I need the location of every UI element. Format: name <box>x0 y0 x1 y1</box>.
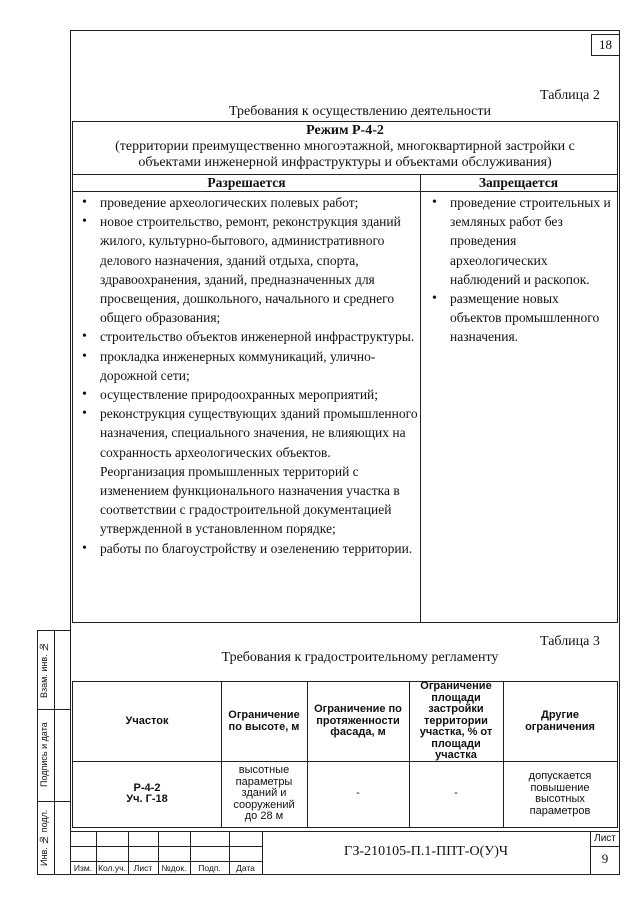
regime-title: Режим Р-4-2 <box>306 123 384 138</box>
site-name: Уч. Г-18 <box>126 793 168 805</box>
regime-header <box>73 122 617 175</box>
list-item: • проведение археологических полевых работ; <box>73 193 418 212</box>
title-block <box>70 831 620 875</box>
regime-desc-line2: объектами инженерной инфраструктуры и объектами обслуживания) <box>138 155 552 170</box>
table2 <box>72 121 618 623</box>
list-item: • осуществление природоохранных мероприятий; <box>73 385 418 404</box>
column-divider <box>420 175 421 623</box>
stamp-col-label: Лист <box>133 863 153 873</box>
signature-date-label: Подпись и дата <box>39 722 49 788</box>
side-stamp-separator <box>38 709 70 710</box>
table2-column-headers <box>73 175 617 192</box>
side-stamp-separator <box>38 801 70 802</box>
header-site: Участок <box>125 714 169 727</box>
side-stamp <box>37 630 71 875</box>
page-number: 18 <box>591 34 620 56</box>
cell-height: высотные параметры зданий и сооружений до 28 м <box>233 764 295 823</box>
table2-caption: Таблица 2 <box>540 88 600 103</box>
table3 <box>72 681 618 828</box>
document-code: ГЗ-210105-П.1-ППТ-О(У)Ч <box>344 844 508 859</box>
sheet-label: Лист <box>594 833 616 844</box>
list-item: • работы по благоустройству и озеленению территории. <box>73 539 418 558</box>
header-height: Ограничение по высоте, м <box>228 709 300 733</box>
table3-caption: Таблица 3 <box>540 634 600 649</box>
cell-facade: - <box>356 787 360 800</box>
list-item: • прокладка инженерных коммуникаций, улично-дорожной сети; <box>73 347 418 385</box>
header-other: Другие ограничения <box>525 709 595 733</box>
table3-title: Требования к градостроительному регламенту <box>221 650 499 665</box>
cell-site <box>73 761 221 827</box>
forbidden-list <box>423 193 613 347</box>
stamp-col-label: Подп. <box>198 863 221 873</box>
list-item: • размещение новых объектов промышленного назначения. <box>423 289 613 347</box>
forbidden-header: Запрещается <box>478 175 559 190</box>
stamp-col-label: Изм. <box>73 863 93 873</box>
allowed-header: Разрешается <box>207 175 286 190</box>
stamp-row-line <box>70 846 262 847</box>
stamp-col-label: Кол.уч. <box>98 863 126 873</box>
sheet-number: 9 <box>601 851 609 866</box>
stamp-col-label: №док. <box>161 863 187 873</box>
cell-other: допускается повышение высотных параметров <box>528 770 592 817</box>
stamp-row-line <box>590 846 620 847</box>
cell-area: - <box>454 787 458 800</box>
site-code: Р-4-2 <box>133 781 161 794</box>
side-stamp-divider <box>54 631 55 874</box>
stamp-row-line <box>70 861 262 862</box>
replaced-inventory-label: Взам. инв. № <box>39 641 49 699</box>
stamp-col-label: Дата <box>236 863 255 873</box>
list-item: • проведение строительных и земляных работ без проведения археологических наблюдений и раскопок. <box>423 193 613 289</box>
list-item: • новое строительство, ремонт, реконструкция зданий жилого, культурно-бытового, административного делового назначения, зданий отдыха, спорта, здравоохранения, зданий, предназначенных для просвещения, дошкольного, начального и среднего общего образования; <box>73 212 418 327</box>
table2-title: Требования к осуществлению деятельности <box>229 104 491 119</box>
original-inventory-label: Инв. № подл. <box>39 809 49 867</box>
header-facade: Ограничение по протяженности фасада, м <box>314 703 402 739</box>
list-item: • строительство объектов инженерной инфраструктуры. <box>73 327 418 346</box>
regime-desc-line1: (территории преимущественно многоэтажной, многоквартирной застройки с <box>115 139 575 154</box>
list-item: • реконструкция существующих зданий промышленного назначения, специального значения, не влияющих на сохранность археологических объектов. Реорганизация промышленных территорий с изменением функционального назначения участка в соответствии с градостроительной документацией утвержденной в установленном порядке; <box>73 404 418 538</box>
allowed-list <box>73 193 418 558</box>
header-area: Ограничение площади застройки территории участка, % от площади участка <box>419 680 493 762</box>
